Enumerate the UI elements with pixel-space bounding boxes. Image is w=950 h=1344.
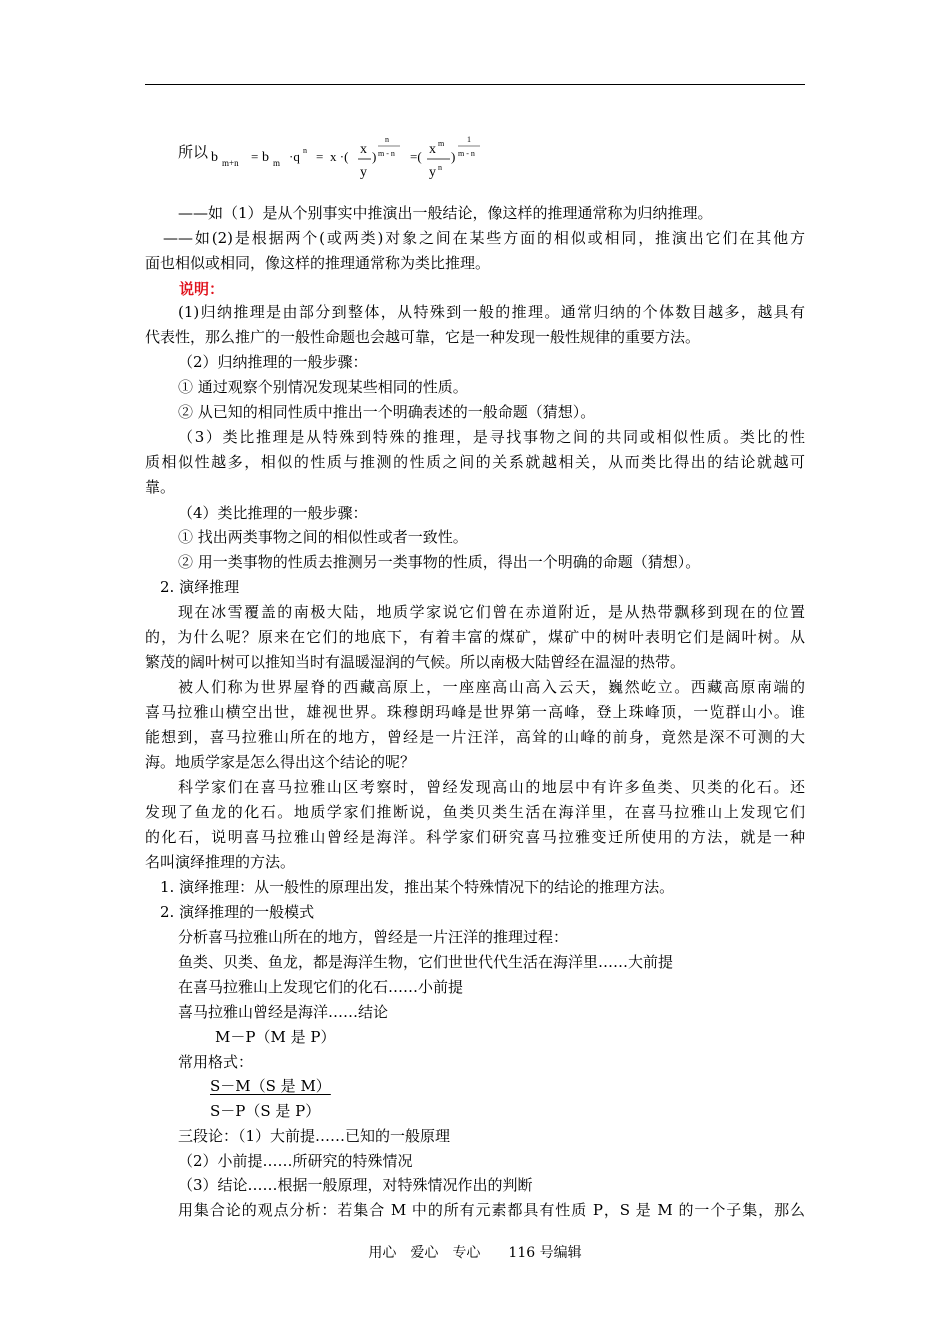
geometric-sequence-formula <box>178 126 578 192</box>
note-3-line-3: 靠。 <box>145 478 176 496</box>
scientists-paragraph-line-1: 科学家们在喜马拉雅山区考察时，曾经发现高山的地层中有许多鱼类、贝类的化石。还 <box>178 778 805 796</box>
deductive-definition: 1. 演绎推理：从一般性的原理出发，推出某个特殊情况下的结论的推理方法。 <box>160 878 675 896</box>
exponent2-numerator: 1 <box>467 135 471 144</box>
formula-b1-subscript: m+n <box>222 158 239 168</box>
note-4-step-2: ② 用一类事物的性质去推测另一类事物的性质，得出一个明确的命题（猜想）。 <box>178 553 701 571</box>
syllogism-minor-form <box>145 1076 805 1096</box>
antarctica-paragraph-line-3: 繁茂的阔叶树可以推知当时有温暖湿润的气候。所以南极大陆曾经在温湿的热带。 <box>145 653 686 671</box>
syllogism-conclusion-form: S－P（S 是 P） <box>210 1102 321 1120</box>
minor-premise-example: 在喜马拉雅山上发现它们的化石……小前提 <box>178 978 464 996</box>
fraction2-denominator: y <box>429 165 436 180</box>
himalaya-paragraph-line-3: 能想到，喜马拉雅山所在的地方，曾经是一片汪洋，高耸的山峰的前身，竟然是深不可测的大 <box>145 728 805 746</box>
note-4-step-1: ① 找出两类事物之间的相似性或者一致性。 <box>178 528 468 546</box>
scientists-paragraph-line-3: 的化石，说明喜马拉雅山曾经是海洋。科学家们研究喜马拉雅变迁所使用的方法，就是一种 <box>145 828 805 846</box>
exponent1-denominator: m - n <box>378 149 395 158</box>
antarctica-paragraph-line-2: 的，为什么呢？原来在它们的地底下，有着丰富的煤矿，煤矿中的树叶表明它们是阔叶树。从 <box>145 628 805 646</box>
note-1-line-2: 代表性，那么推广的一般性命题也会越可靠，它是一种发现一般性规律的重要方法。 <box>145 328 701 346</box>
antarctica-paragraph-line-1: 现在冰雪覆盖的南极大陆，地质学家说它们曾在赤道附近，是从热带飘移到现在的位置 <box>178 603 805 621</box>
syllogism-minor-form-text: S－M（S 是 M） <box>210 1077 331 1095</box>
paragraph-analogy-definition-1: ——如(2)是根据两个(或两类)对象之间在某些方面的相似或相同，推演出它们在其他方 <box>163 229 805 247</box>
page-footer: 用心 爱心 专心 116 号编辑 <box>368 1245 582 1261</box>
formula-b1: b <box>211 150 218 165</box>
syllogism-part-2: （2）小前提……所研究的特殊情况 <box>178 1152 413 1170</box>
deductive-general-pattern-heading: 2. 演绎推理的一般模式 <box>160 903 315 921</box>
himalaya-paragraph-line-4: 海。地质学家是怎么得出这个结论的呢？ <box>145 753 416 771</box>
major-premise-example: 鱼类、贝类、鱼龙，都是海洋生物，它们世世代代生活在海洋里……大前提 <box>178 953 674 971</box>
syllogism-major-form: M－P（M 是 P） <box>215 1028 336 1046</box>
note-4-heading: （4）类比推理的一般步骤： <box>178 504 368 522</box>
syllogism-part-3: （3）结论……根据一般原理，对特殊情况作出的判断 <box>178 1176 533 1194</box>
formula-close-paren-2: ) <box>451 149 456 164</box>
note-3-line-2: 质相似性越多，相似的性质与推测的性质之间的关系就越相关，从而类比得出的结论就越可 <box>145 453 805 471</box>
set-theory-analysis: 用集合论的观点分析：若集合 M 中的所有元素都具有性质 P，S 是 M 的一个子集，那么 <box>178 1201 805 1219</box>
syllogism-part-1: 三段论：（1）大前提……已知的一般原理 <box>178 1127 451 1145</box>
note-1-line-1: (1)归纳推理是由部分到整体，从特殊到一般的推理。通常归纳的个体数目越多，越具有 <box>178 303 805 321</box>
header-rule <box>145 84 805 85</box>
note-3-line-1: （3）类比推理是从特殊到特殊的推理，是寻找事物之间的共同或相似性质。类比的性 <box>178 428 805 446</box>
formula-x-times: x ·( <box>330 149 349 164</box>
fraction2-denominator-exponent: n <box>438 163 442 172</box>
himalaya-paragraph-line-1: 被人们称为世界屋脊的西藏高原上，一座座高山高入云天，巍然屹立。西藏高原南端的 <box>178 678 805 696</box>
formula-equals-3: =( <box>410 149 422 164</box>
scientists-paragraph-line-2: 发现了鱼龙的化石。地质学家们推断说，鱼类贝类生活在海洋里，在喜马拉雅山上发现它们 <box>145 803 805 821</box>
note-2-step-2: ② 从已知的相同性质中推出一个明确表述的一般命题（猜想）。 <box>178 403 596 421</box>
formula-b2: b <box>262 150 269 165</box>
scientists-paragraph-line-4: 名叫演绎推理的方法。 <box>145 853 296 871</box>
formula-close-paren-1: ) <box>372 149 377 164</box>
fraction2-numerator: x <box>429 142 436 157</box>
analysis-intro: 分析喜马拉雅山所在的地方，曾经是一片汪洋的推理过程： <box>178 928 569 946</box>
note-2-step-1: ① 通过观察个别情况发现某些相同的性质。 <box>178 378 468 396</box>
formula-prefix: 所以 <box>178 145 209 161</box>
formula-equals-1: = <box>251 149 259 164</box>
exponent1-numerator: n <box>385 135 389 144</box>
exponent2-denominator: m - n <box>458 149 475 158</box>
paragraph-analogy-definition-2: 面也相似或相同，像这样的推理通常称为类比推理。 <box>145 254 491 272</box>
formula-equals-2: = <box>316 149 324 164</box>
formula-q: ·q <box>289 149 300 164</box>
paragraph-induction-definition: ——如（1）是从个别事实中推演出一般结论，像这样的推理通常称为归纳推理。 <box>178 204 713 222</box>
fraction1-denominator: y <box>360 165 367 180</box>
formula-q-exponent: n <box>303 146 307 155</box>
section-label-explanation: 说明： <box>179 280 225 298</box>
note-2-heading: （2）归纳推理的一般步骤： <box>178 353 368 371</box>
formula-svg <box>178 126 578 192</box>
common-format-label: 常用格式： <box>178 1053 254 1071</box>
fraction1-numerator: x <box>360 142 367 157</box>
formula-b2-subscript: m <box>273 158 281 168</box>
himalaya-paragraph-line-2: 喜马拉雅山横空出世，雄视世界。珠穆朗玛峰是世界第一高峰，登上珠峰顶，一览群山小。谁 <box>145 703 805 721</box>
section-heading-deductive-reasoning: 2. 演绎推理 <box>160 578 240 596</box>
conclusion-example: 喜马拉雅山曾经是海洋……结论 <box>178 1003 389 1021</box>
fraction2-numerator-exponent: m <box>438 139 445 148</box>
